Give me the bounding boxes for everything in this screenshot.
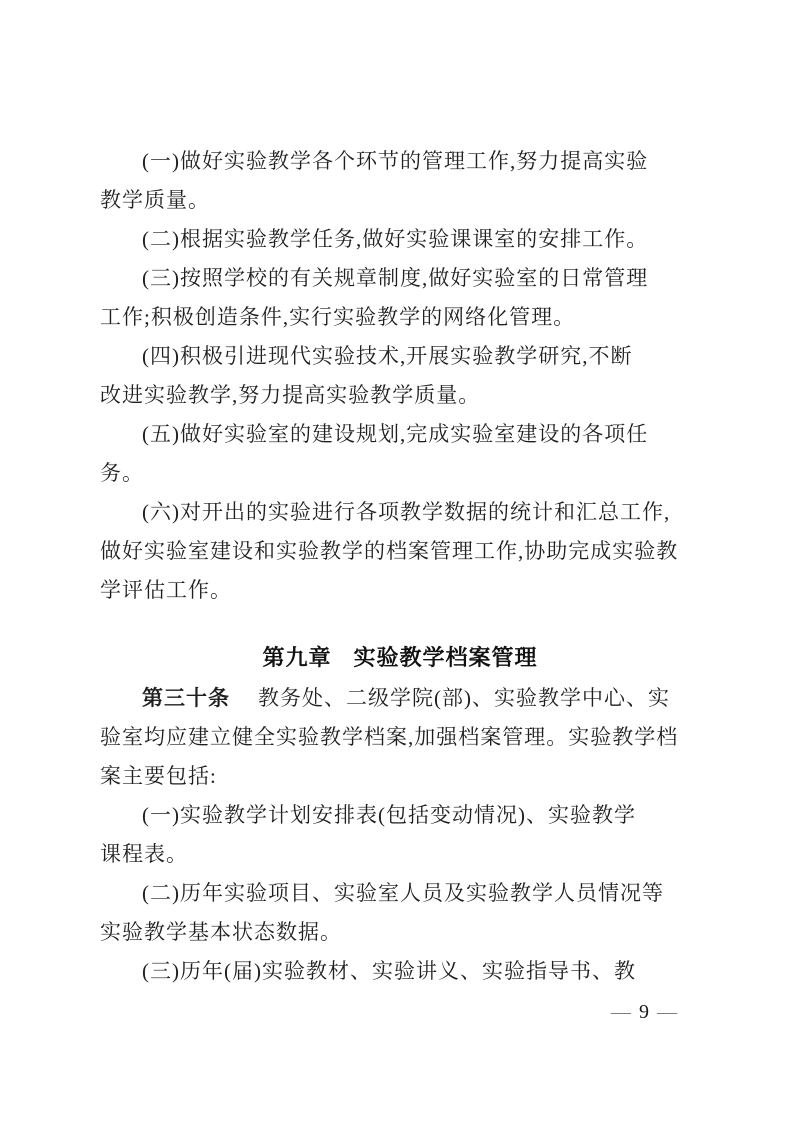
line-text: 做好实验室建设和实验教学的档案管理工作,协助完成实验教 (100, 539, 679, 563)
footer-right-dash: — (657, 1001, 677, 1023)
section-duties-list (100, 142, 700, 610)
line-text: (三)按照学校的有关规章制度,做好实验室的日常管理 (142, 266, 649, 290)
line-text: 学评估工作。 (100, 578, 232, 602)
footer-page-number: 9 (639, 1001, 649, 1023)
body-text-line (100, 718, 700, 757)
body-text-line (100, 415, 700, 454)
chapter-number: 第九章 (262, 645, 332, 670)
body-text-line (100, 259, 700, 298)
line-text: (三)历年(届)实验教材、实验讲义、实验指导书、教 (142, 959, 636, 983)
line-text: 工作;积极创造条件,实行实验教学的网络化管理。 (100, 305, 576, 329)
line-text: 验室均应建立健全实验教学档案,加强档案管理。实验教学档 (100, 725, 679, 749)
chapter-heading (100, 638, 700, 677)
line-text: (五)做好实验室的建设规划,完成实验室建设的各项任 (142, 422, 649, 446)
body-text-line (100, 337, 700, 376)
page-number (603, 998, 685, 1026)
body-text-line (100, 493, 700, 532)
document-body (100, 142, 700, 991)
chapter-title: 实验教学档案管理 (353, 645, 538, 670)
body-text-line (100, 532, 700, 571)
body-text-line (100, 142, 700, 181)
line-text: 课程表。 (100, 842, 188, 866)
section-archive-management (100, 679, 700, 991)
body-text-line (100, 298, 700, 337)
line-text: 改进实验教学,努力提高实验教学质量。 (100, 383, 481, 407)
line-text: (六)对开出的实验进行各项教学数据的统计和汇总工作, (142, 500, 671, 524)
line-text: 实验教学基本状态数据。 (100, 920, 342, 944)
body-text-line (100, 571, 700, 610)
line-text: 案主要包括: (100, 764, 217, 788)
line-text: 教学质量。 (100, 188, 210, 212)
body-text-line (100, 913, 700, 952)
body-text-line (100, 679, 700, 718)
body-text-line (100, 376, 700, 415)
article-number-label: 第三十条 (142, 687, 230, 710)
line-text: (一)做好实验教学各个环节的管理工作,努力提高实验 (142, 149, 649, 173)
body-text-line (100, 874, 700, 913)
body-text-line (100, 796, 700, 835)
body-text-line (100, 835, 700, 874)
body-text-line (100, 757, 700, 796)
line-text: (四)积极引进现代实验技术,开展实验教学研究,不断 (142, 344, 633, 368)
line-text: 务。 (100, 461, 144, 485)
body-text-line (100, 952, 700, 991)
body-text-line (100, 454, 700, 493)
footer-left-dash: — (611, 1001, 631, 1023)
line-text: 教务处、二级学院(部)、实验教学中心、实 (258, 686, 670, 710)
line-text: (一)实验教学计划安排表(包括变动情况)、实验教学 (142, 803, 636, 827)
body-text-line (100, 181, 700, 220)
body-text-line (100, 220, 700, 259)
line-text: (二)历年实验项目、实验室人员及实验教学人员情况等 (142, 881, 664, 905)
line-text: (二)根据实验教学任务,做好实验课课室的安排工作。 (142, 227, 649, 251)
